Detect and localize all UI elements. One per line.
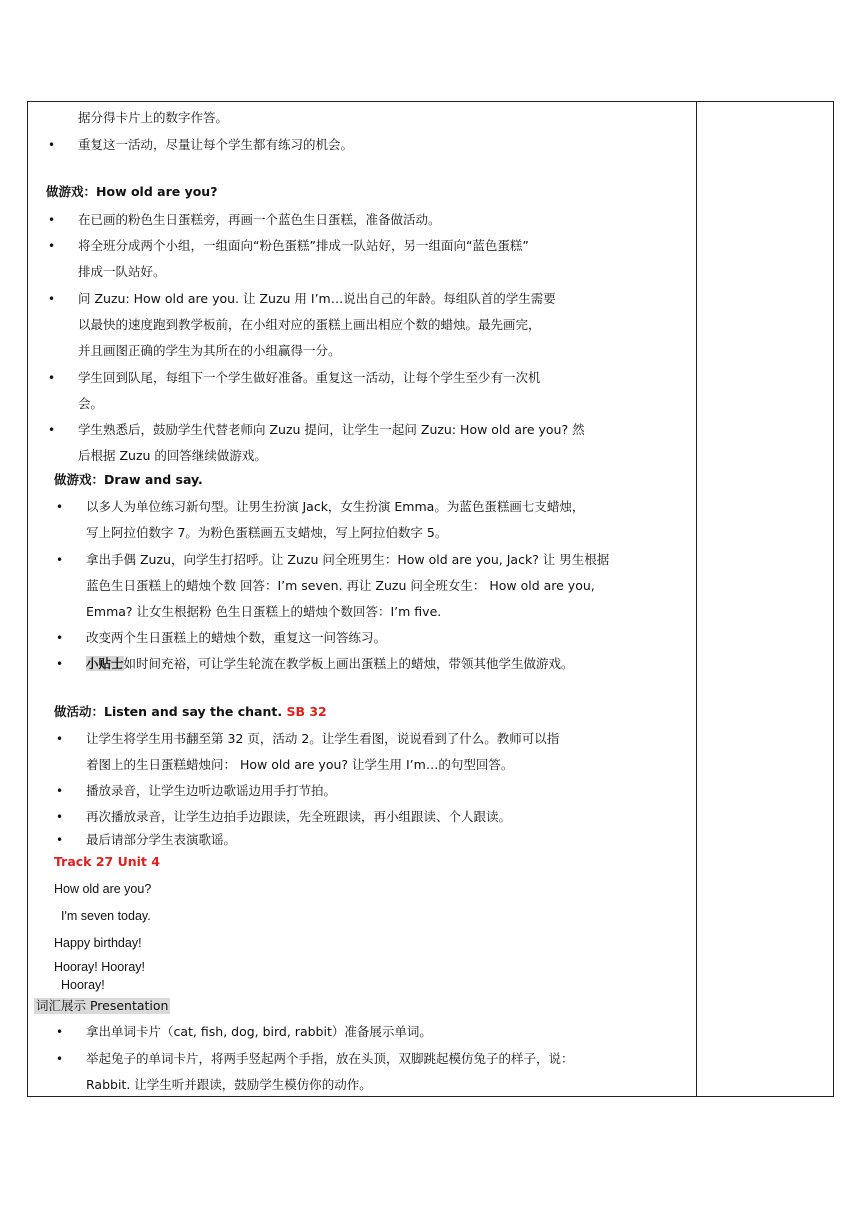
text-line: 着图上的生日蛋糕蜡烛问： How old are you? 让学生用 I’m…的句型回答。 xyxy=(86,757,514,772)
bullet: • xyxy=(56,553,64,567)
section-heading-game2 xyxy=(54,472,203,488)
student-book-ref: SB 32 xyxy=(286,704,327,719)
heading-prefix: 做活动： xyxy=(54,704,105,719)
text-line: 重复这一活动，尽量让每个学生都有练习的机会。 xyxy=(78,137,354,152)
column-divider xyxy=(696,102,697,1096)
text-line: 将全班分成两个小组，一组面向“粉色蛋糕”排成一队站好，另一组面向“蓝色蛋糕” xyxy=(78,238,529,253)
text-line: 拿出手偶 Zuzu，向学生打招呼。让 Zuzu 问全班男生：How old are you, Jack? 让 男生根据 xyxy=(86,552,610,567)
chant-line: How old are you? xyxy=(54,882,152,896)
bullet: • xyxy=(56,657,64,671)
text-line: 以多人为单位练习新句型。让男生扮演 Jack，女生扮演 Emma。为蓝色蛋糕画七支蜡烛， xyxy=(86,499,585,514)
text-line: 播放录音，让学生边听边歌谣边用手打节拍。 xyxy=(86,783,337,798)
text-line: Rabbit. 让学生听并跟读，鼓励学生模仿你的动作。 xyxy=(86,1077,372,1092)
bullet: • xyxy=(56,810,64,824)
presentation-label: 词汇展示 Presentation xyxy=(36,998,169,1013)
chant-line: I'm seven today. xyxy=(61,909,151,923)
lesson-table xyxy=(27,101,834,1097)
heading-title: Draw and say. xyxy=(104,472,203,487)
section-heading-game1 xyxy=(46,184,217,200)
bullet: • xyxy=(56,833,64,847)
text-line: 并且画图正确的学生为其所在的小组赢得一分。 xyxy=(78,343,341,358)
chant-line: Hooray! Hooray! xyxy=(54,960,146,974)
bullet: • xyxy=(56,732,64,746)
text-line: 会。 xyxy=(78,396,104,411)
chant-line: Happy birthday! xyxy=(54,936,142,950)
heading-title: Listen and say the chant. xyxy=(104,704,283,719)
text-line: 学生熟悉后，鼓励学生代替老师向 Zuzu 提问，让学生一起问 Zuzu: How old are you? 然 xyxy=(78,422,585,437)
bullet: • xyxy=(48,371,56,385)
bullet: • xyxy=(48,239,56,253)
heading-prefix: 做游戏： xyxy=(46,184,97,199)
chant-line: Hooray! xyxy=(61,978,105,992)
bullet: • xyxy=(56,1025,64,1039)
text-line: 后根据 Zuzu 的回答继续做游戏。 xyxy=(78,448,267,463)
text-line: 排成一队站好。 xyxy=(78,264,166,279)
bullet: • xyxy=(48,213,56,227)
text-line: 问 Zuzu: How old are you. 让 Zuzu 用 I’m…说出自己的年龄。每组队首的学生需要 xyxy=(78,291,556,306)
bullet: • xyxy=(56,1052,64,1066)
text-line: 最后请部分学生表演歌谣。 xyxy=(86,832,237,847)
bullet: • xyxy=(56,500,64,514)
tip-label: 小贴士 xyxy=(86,656,124,671)
bullet: • xyxy=(48,292,56,306)
heading-prefix: 做游戏： xyxy=(54,472,105,487)
tip-line xyxy=(86,656,574,672)
text-line: 以最快的速度跑到教学板前，在小组对应的蛋糕上画出相应个数的蜡烛。最先画完， xyxy=(78,317,541,332)
heading-title: How old are you? xyxy=(96,184,218,199)
text-line: 让学生将学生用书翻至第 32 页，活动 2。让学生看图，说说看到了什么。教师可以指 xyxy=(86,731,560,746)
section-heading-activity xyxy=(54,704,327,720)
text-line: 在已画的粉色生日蛋糕旁，再画一个蓝色生日蛋糕，准备做活动。 xyxy=(78,212,441,227)
tip-text: 如时间充裕，可让学生轮流在教学板上画出蛋糕上的蜡烛，带领其他学生做游戏。 xyxy=(123,656,574,671)
bullet: • xyxy=(48,138,56,152)
track-label: Track 27 Unit 4 xyxy=(54,854,160,869)
bullet: • xyxy=(48,423,56,437)
text-line: 再次播放录音，让学生边拍手边跟读，先全班跟读，再小组跟读、个人跟读。 xyxy=(86,809,512,824)
text-line: 拿出单词卡片（cat, fish, dog, bird, rabbit）准备展示单词。 xyxy=(86,1024,432,1039)
bullet: • xyxy=(56,784,64,798)
text-line: 据分得卡片上的数字作答。 xyxy=(78,110,229,125)
text-line: 改变两个生日蛋糕上的蜡烛个数，重复这一问答练习。 xyxy=(86,630,387,645)
text-line: 学生回到队尾，每组下一个学生做好准备。重复这一活动，让每个学生至少有一次机 xyxy=(78,370,541,385)
bullet: • xyxy=(56,631,64,645)
text-line: 蓝色生日蛋糕上的蜡烛个数 回答：I’m seven. 再让 Zuzu 问全班女生： How old are you, xyxy=(86,578,595,593)
text-line: Emma? 让女生根据粉 色生日蛋糕上的蜡烛个数回答：I’m five. xyxy=(86,604,442,619)
text-line: 写上阿拉伯数字 7。为粉色蛋糕画五支蜡烛，写上阿拉伯数字 5。 xyxy=(86,525,448,540)
text-line: 举起兔子的单词卡片，将两手竖起两个手指，放在头顶，双脚跳起模仿兔子的样子，说： xyxy=(86,1051,574,1066)
